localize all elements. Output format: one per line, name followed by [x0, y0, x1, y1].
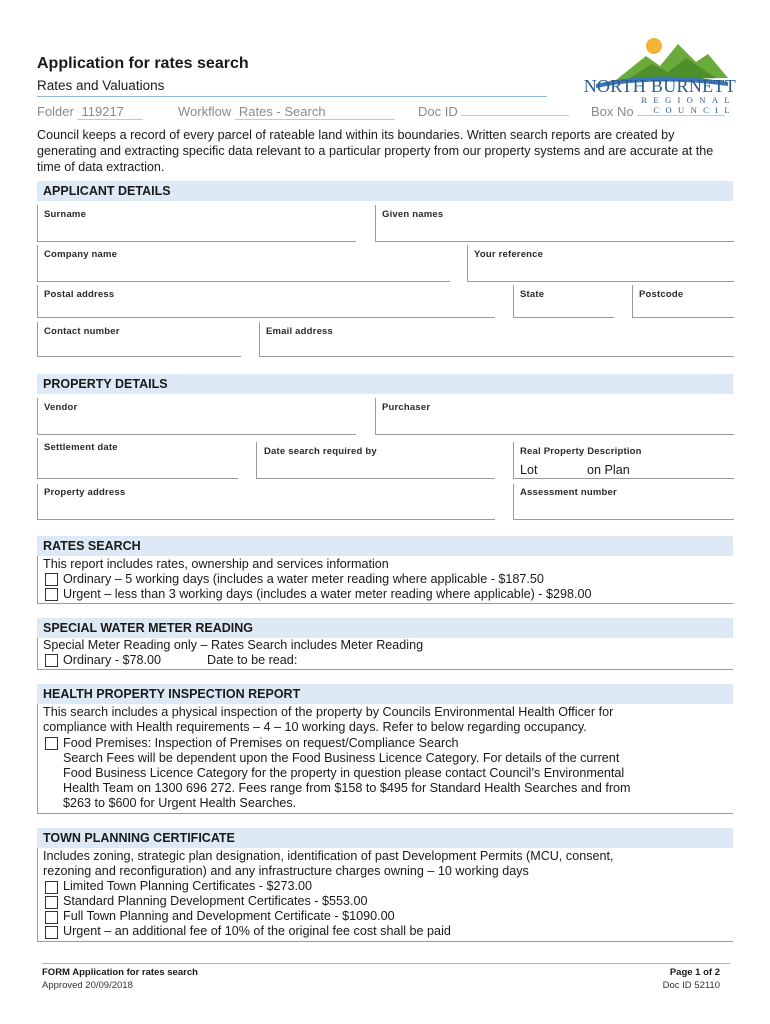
health-fees-line-4: $263 to $600 for Urgent Health Searches.	[63, 796, 297, 810]
on-plan-label: on Plan	[587, 463, 630, 477]
urgent-planning-label: Urgent – an additional fee of 10% of the original fee cost shall be paid	[63, 924, 451, 938]
rates-section-border	[37, 556, 38, 604]
health-section-border	[37, 704, 38, 813]
planning-section-bottom	[37, 941, 733, 942]
limited-planning-label: Limited Town Planning Certificates - $273.00	[63, 879, 312, 893]
intro-text: Council keeps a record of every parcel of rateable land within its boundaries. Written search reports are created by generating and extracting specific data relevant to a particular property from our property systems and are accurate at the time of data extraction.	[37, 128, 714, 174]
standard-planning-label: Standard Planning Development Certificates - $553.00	[63, 894, 368, 908]
docid-label: Doc ID	[418, 104, 458, 119]
health-fees-line-1: Search Fees will be dependent upon the Food Business Licence Category. For details of the current	[63, 751, 620, 765]
docid-value[interactable]	[461, 115, 569, 116]
standard-planning-checkbox[interactable]	[45, 896, 58, 909]
footer-approved: Approved 20/09/2018	[42, 980, 133, 991]
rates-ordinary-label: Ordinary – 5 working days (includes a water meter reading where applicable - $187.50	[63, 572, 544, 586]
footer-form-name: FORM Application for rates search	[42, 967, 198, 978]
limited-planning-checkbox[interactable]	[45, 881, 58, 894]
workflow-value[interactable]: Rates - Search	[235, 104, 395, 120]
boxno-label: Box No	[591, 104, 634, 119]
town-planning-heading: TOWN PLANNING CERTIFICATE	[37, 828, 733, 848]
rates-search-desc: This report includes rates, ownership and services information	[43, 557, 389, 571]
water-ordinary-checkbox[interactable]	[45, 654, 58, 667]
logo-name: NORTH BURNETT	[583, 76, 736, 96]
vendor-field[interactable]	[37, 398, 356, 435]
full-planning-label: Full Town Planning and Development Certificate - $1090.00	[63, 909, 395, 923]
workflow-label: Workflow	[178, 104, 232, 119]
urgent-planning-checkbox[interactable]	[45, 926, 58, 939]
rates-urgent-label: Urgent – less than 3 working days (includes a water meter reading where applicable) - $298.00	[63, 587, 592, 601]
given-names-label: Given names	[382, 209, 444, 220]
footer-page-number: Page 1 of 2	[669, 967, 720, 978]
water-section-bottom	[37, 669, 733, 670]
health-fees-line-3: Health Team on 1300 696 272. Fees range from $158 to $495 for Standard Health Searches and from	[63, 781, 631, 795]
date-search-required-label: Date search required by	[264, 446, 377, 457]
food-premises-checkbox[interactable]	[45, 737, 58, 750]
your-reference-label: Your reference	[474, 249, 544, 260]
health-desc-1: This search includes a physical inspection of the property by Councils Environmental Health Officer for	[43, 705, 614, 719]
rates-section-bottom	[37, 603, 733, 604]
email-address-label: Email address	[266, 326, 334, 337]
rates-search-heading: RATES SEARCH	[37, 536, 733, 556]
planning-desc-2: rezoning and reconfiguration) and any infrastructure charges owning – 10 working days	[43, 864, 529, 878]
boxno-value[interactable]	[637, 115, 725, 116]
rates-urgent-checkbox[interactable]	[45, 588, 58, 601]
surname-label: Surname	[44, 209, 87, 220]
date-to-be-read-label: Date to be read:	[207, 653, 298, 667]
health-fees-line-2: Food Business Licence Category for the property in question please contact Council’s Environmental	[63, 766, 625, 780]
applicant-heading: APPLICANT DETAILS	[37, 181, 733, 201]
page-subtitle: Rates and Valuations	[37, 78, 165, 93]
rates-ordinary-checkbox[interactable]	[45, 573, 58, 586]
vendor-label: Vendor	[44, 402, 78, 413]
folder-field	[37, 104, 143, 120]
planning-desc-1: Includes zoning, strategic plan designation, identification of past Development Permits (MCU, consent,	[43, 849, 614, 863]
health-heading: HEALTH PROPERTY INSPECTION REPORT	[37, 684, 733, 704]
postal-address-label: Postal address	[44, 289, 115, 300]
footer-divider	[42, 963, 730, 964]
folder-value[interactable]: 119217	[77, 104, 143, 120]
purchaser-label: Purchaser	[382, 402, 431, 413]
state-label: State	[520, 289, 545, 300]
logo-subname: REGIONAL COUNCIL	[641, 95, 736, 115]
health-section-bottom	[37, 813, 733, 814]
assessment-number-label: Assessment number	[520, 487, 617, 498]
company-name-label: Company name	[44, 249, 118, 260]
water-meter-desc: Special Meter Reading only – Rates Search includes Meter Reading	[43, 638, 424, 652]
settlement-date-label: Settlement date	[44, 442, 118, 453]
postcode-label: Postcode	[639, 289, 684, 300]
real-property-label: Real Property Description	[520, 446, 642, 457]
contact-number-label: Contact number	[44, 326, 120, 337]
water-meter-heading: SPECIAL WATER METER READING	[37, 618, 733, 638]
planning-section-border	[37, 848, 38, 942]
water-ordinary-label: Ordinary - $78.00	[63, 653, 162, 667]
property-address-label: Property address	[44, 487, 126, 498]
footer-doc-id: Doc ID 52110	[662, 980, 720, 991]
health-desc-2: compliance with Health requirements – 4 – 10 working days. Refer to below regarding occupancy.	[43, 720, 587, 734]
full-planning-checkbox[interactable]	[45, 911, 58, 924]
property-heading: PROPERTY DETAILS	[37, 374, 733, 394]
lot-label: Lot	[520, 463, 538, 477]
council-logo	[556, 32, 736, 115]
workflow-field	[178, 104, 395, 120]
page-title: Application for rates search	[37, 55, 249, 72]
header-divider	[37, 96, 547, 97]
food-premises-label: Food Premises: Inspection of Premises on request/Compliance Search	[63, 736, 459, 750]
folder-label: Folder	[37, 104, 74, 119]
water-section-border	[37, 638, 38, 670]
docid-field	[418, 104, 569, 119]
